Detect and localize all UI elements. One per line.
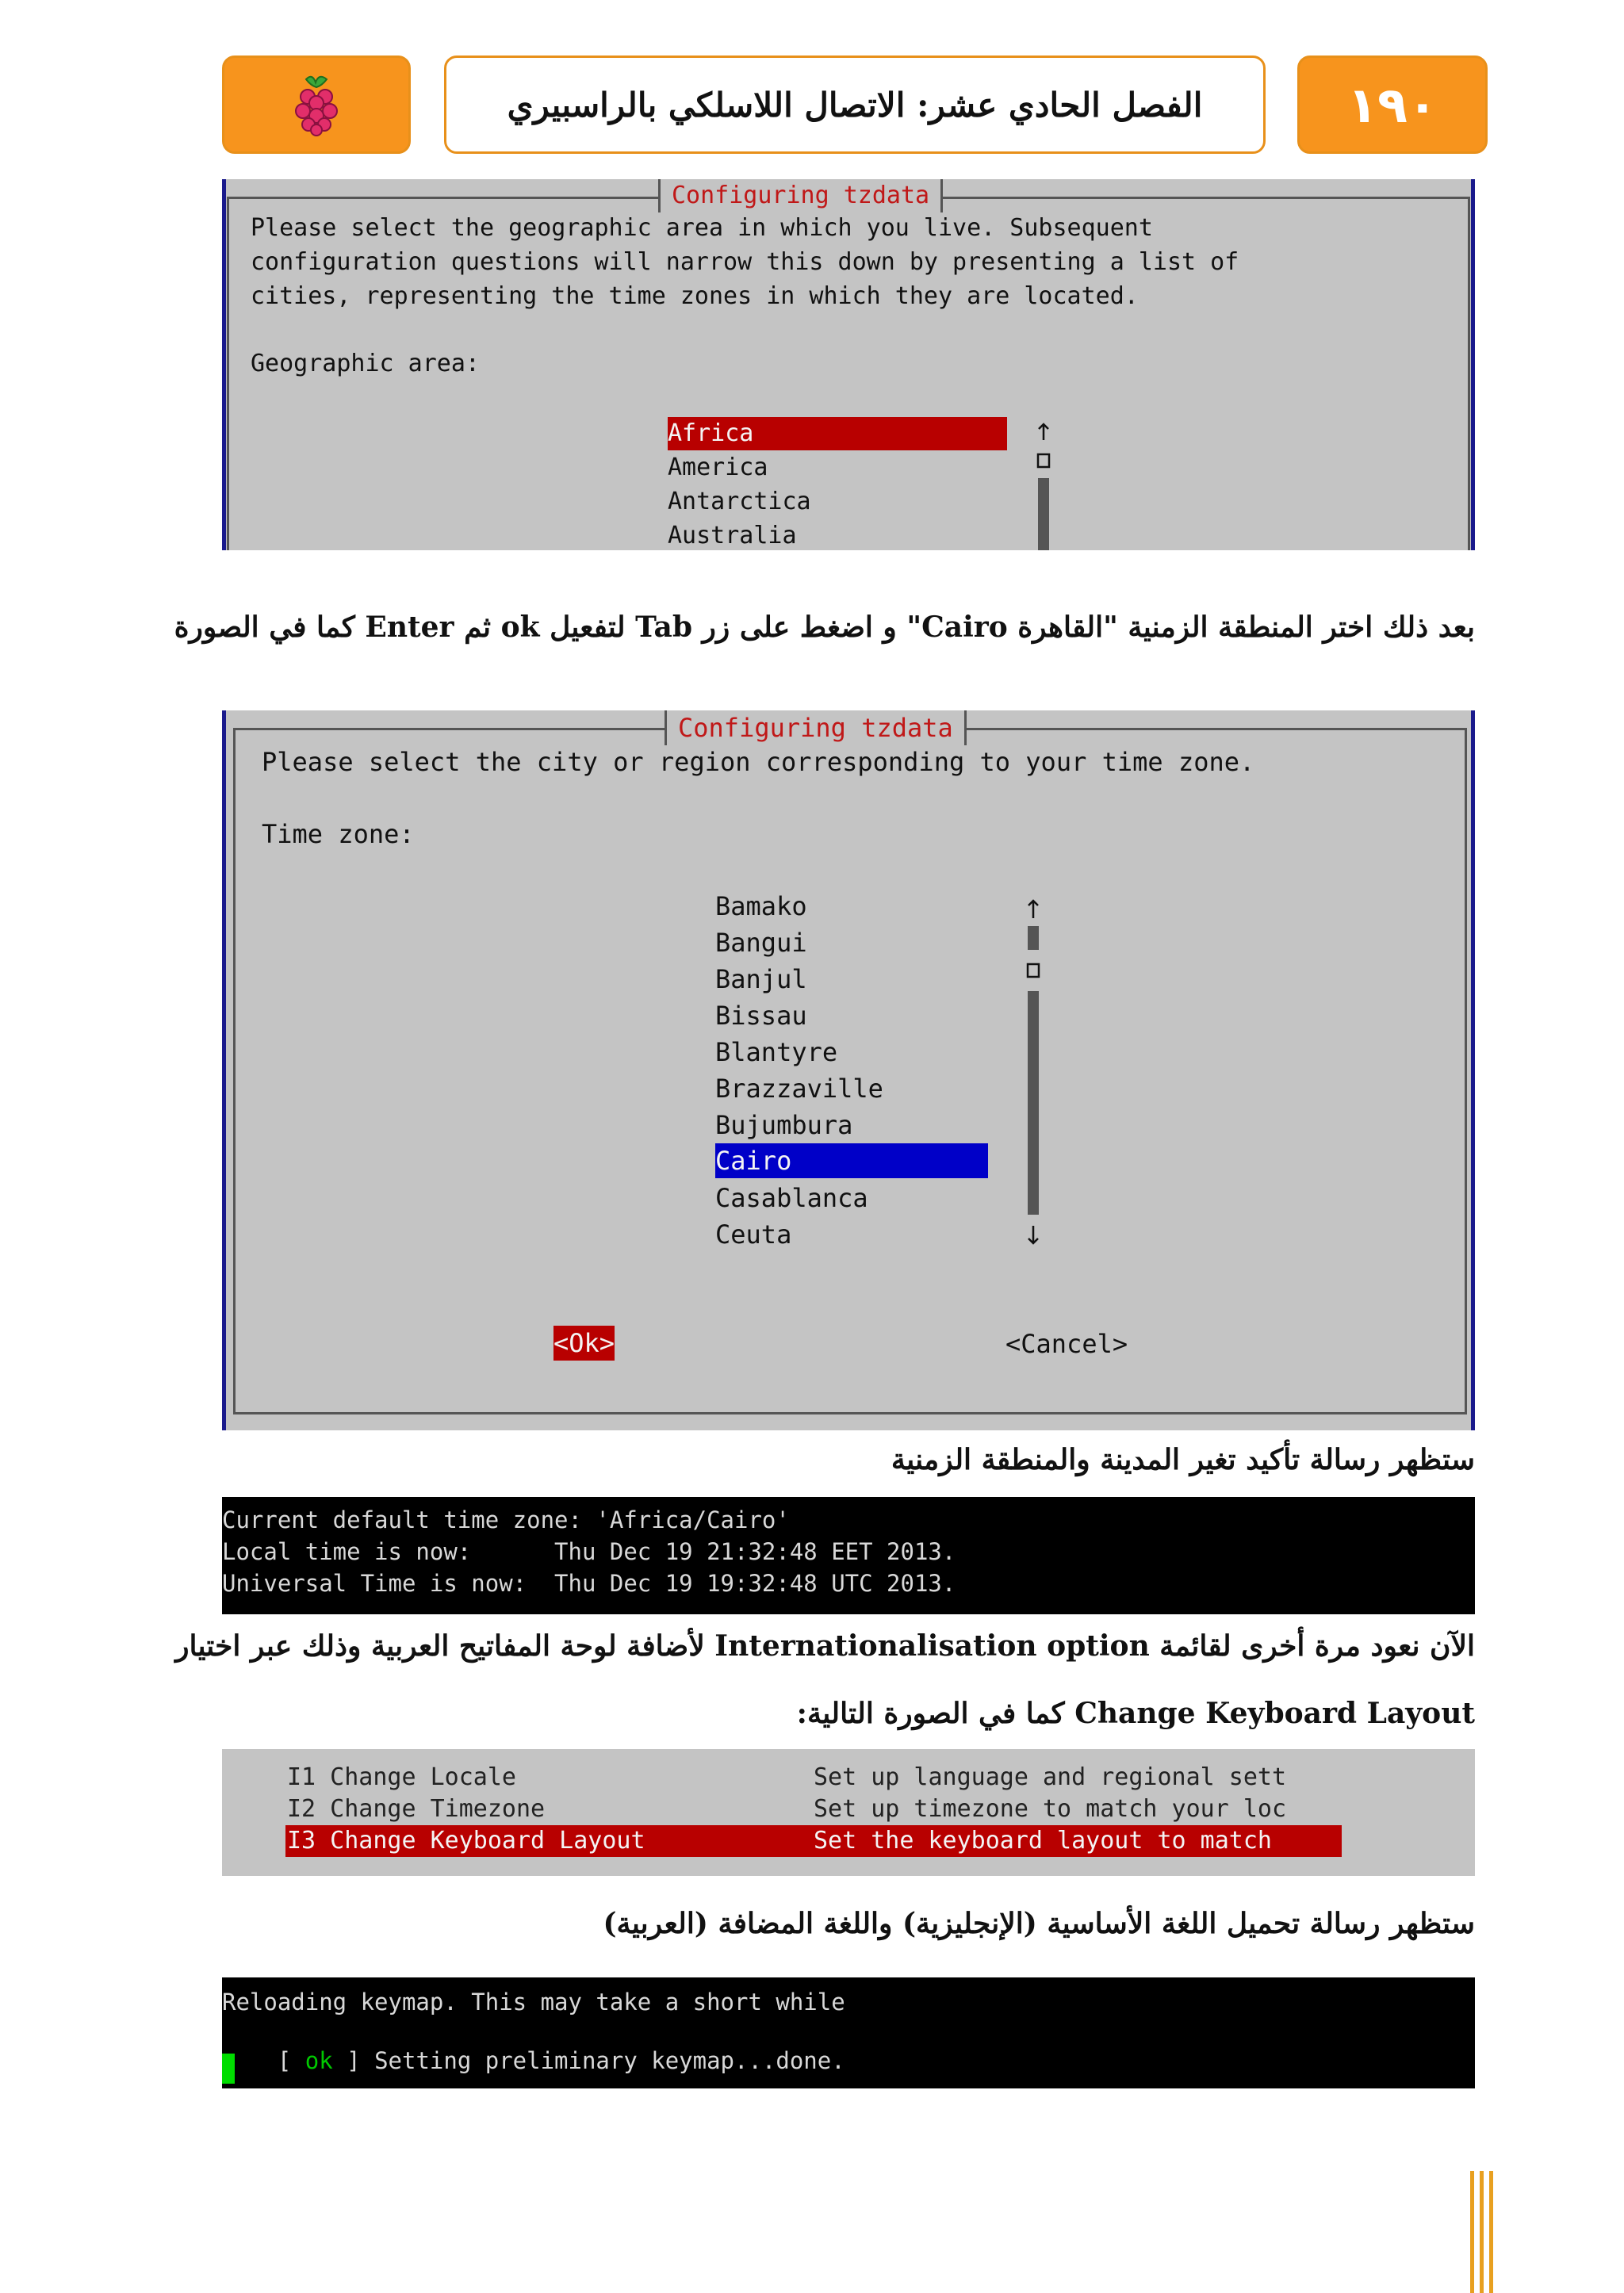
dialog-description-line: Please select the geographic area in which you live. Subsequent <box>251 214 1153 242</box>
status-message: ] Setting preliminary keymap...done. <box>332 2047 845 2074</box>
confirmation-paragraph: ستظهر رسالة تأكيد تغير المدينة والمنطقة الزمنية <box>891 1443 1475 1476</box>
logo-box <box>222 56 411 154</box>
ok-status: ok <box>304 2047 333 2074</box>
internationalisation-menu <box>222 1749 1475 1876</box>
instruction-paragraph: الآن نعود مرة أخرى لقائمة Internationalisation option لأضافة لوحة المفاتيح العربية وذلك عبر اختيار <box>175 1629 1475 1663</box>
decorative-line <box>1489 2171 1493 2293</box>
decorative-line <box>1470 2171 1474 2293</box>
scrollbar[interactable] <box>1023 898 1044 1246</box>
dialog-description: Please select the city or region corresponding to your time zone. <box>262 747 1255 777</box>
field-label: Geographic area: <box>251 350 480 377</box>
terminal-line: Current default time zone: 'Africa/Cairo' <box>222 1506 790 1533</box>
dialog-description-line: cities, representing the time zones in which they are located. <box>251 282 1139 310</box>
scrollbar[interactable] <box>1034 421 1053 550</box>
list-item[interactable]: Bamako <box>715 891 807 921</box>
list-item[interactable]: America <box>668 454 768 481</box>
field-label: Time zone: <box>262 819 415 849</box>
list-item[interactable]: Blantyre <box>715 1037 838 1067</box>
terminal-line <box>222 2020 845 2088</box>
terminal-line: Local time is now: Thu Dec 19 21:32:48 EET 2013. <box>222 1538 956 1565</box>
dialog-title: Configuring tzdata <box>665 710 967 745</box>
menu-item-code[interactable]: I2 Change Timezone <box>287 1795 546 1823</box>
list-item[interactable]: Bangui <box>715 928 807 958</box>
list-item[interactable]: Antarctica <box>668 488 811 515</box>
tzdata-area-dialog <box>222 179 1475 550</box>
list-item[interactable]: Bissau <box>715 1001 807 1031</box>
list-item[interactable]: Banjul <box>715 964 807 994</box>
menu-item-desc: Set up timezone to match your loc <box>814 1795 1287 1823</box>
list-item[interactable]: Brazzaville <box>715 1074 883 1104</box>
menu-item-code[interactable]: I3 Change Keyboard Layout <box>287 1827 645 1855</box>
instruction-paragraph: Change Keyboard Layout كما في الصورة التالية: <box>796 1697 1475 1730</box>
chapter-title: الفصل الحادي عشر: الاتصال اللاسلكي بالراسبيري <box>507 85 1203 124</box>
terminal-line: Universal Time is now: Thu Dec 19 19:32:48 UTC 2013. <box>222 1570 956 1597</box>
instruction-paragraph: بعد ذلك اختر المنطقة الزمنية "القاهرة Cairo" و اضغط على زر Tab لتفعيل ok ثم Enter كما في الصورة <box>174 611 1475 644</box>
list-item-selected[interactable]: Africa <box>668 417 1007 450</box>
bracket-open: [ <box>277 2047 305 2074</box>
menu-item-desc: Set up language and regional sett <box>814 1763 1287 1791</box>
list-item-selected[interactable]: Cairo <box>715 1143 988 1178</box>
timezone-output-terminal <box>222 1497 1475 1614</box>
list-item[interactable]: Ceuta <box>715 1219 792 1250</box>
list-item[interactable]: Australia <box>668 522 797 549</box>
dialog-title: Configuring tzdata <box>658 179 943 212</box>
page-number-box <box>1297 56 1488 154</box>
page-number: ١٩٠ <box>1347 75 1438 134</box>
list-item[interactable]: Casablanca <box>715 1183 868 1213</box>
menu-item-desc: Set the keyboard layout to match <box>814 1827 1272 1855</box>
tzdata-timezone-dialog <box>222 710 1475 1430</box>
chapter-title-box <box>444 56 1266 154</box>
raspberry-pi-logo-icon <box>289 71 344 138</box>
list-item[interactable]: Bujumbura <box>715 1110 853 1140</box>
cancel-button[interactable]: <Cancel> <box>1005 1329 1128 1359</box>
terminal-cursor <box>222 2054 235 2084</box>
dialog-description-line: configuration questions will narrow this down by presenting a list of <box>251 248 1239 276</box>
decorative-line <box>1480 2171 1484 2293</box>
keymap-paragraph: ستظهر رسالة تحميل اللغة الأساسية (الإنجليزية) واللغة المضافة (العربية) <box>603 1907 1475 1940</box>
keymap-output-terminal <box>222 1977 1475 2088</box>
ok-button[interactable]: <Ok> <box>553 1326 615 1361</box>
menu-item-code[interactable]: I1 Change Locale <box>287 1763 516 1791</box>
terminal-line: Reloading keymap. This may take a short while <box>222 1989 845 2015</box>
